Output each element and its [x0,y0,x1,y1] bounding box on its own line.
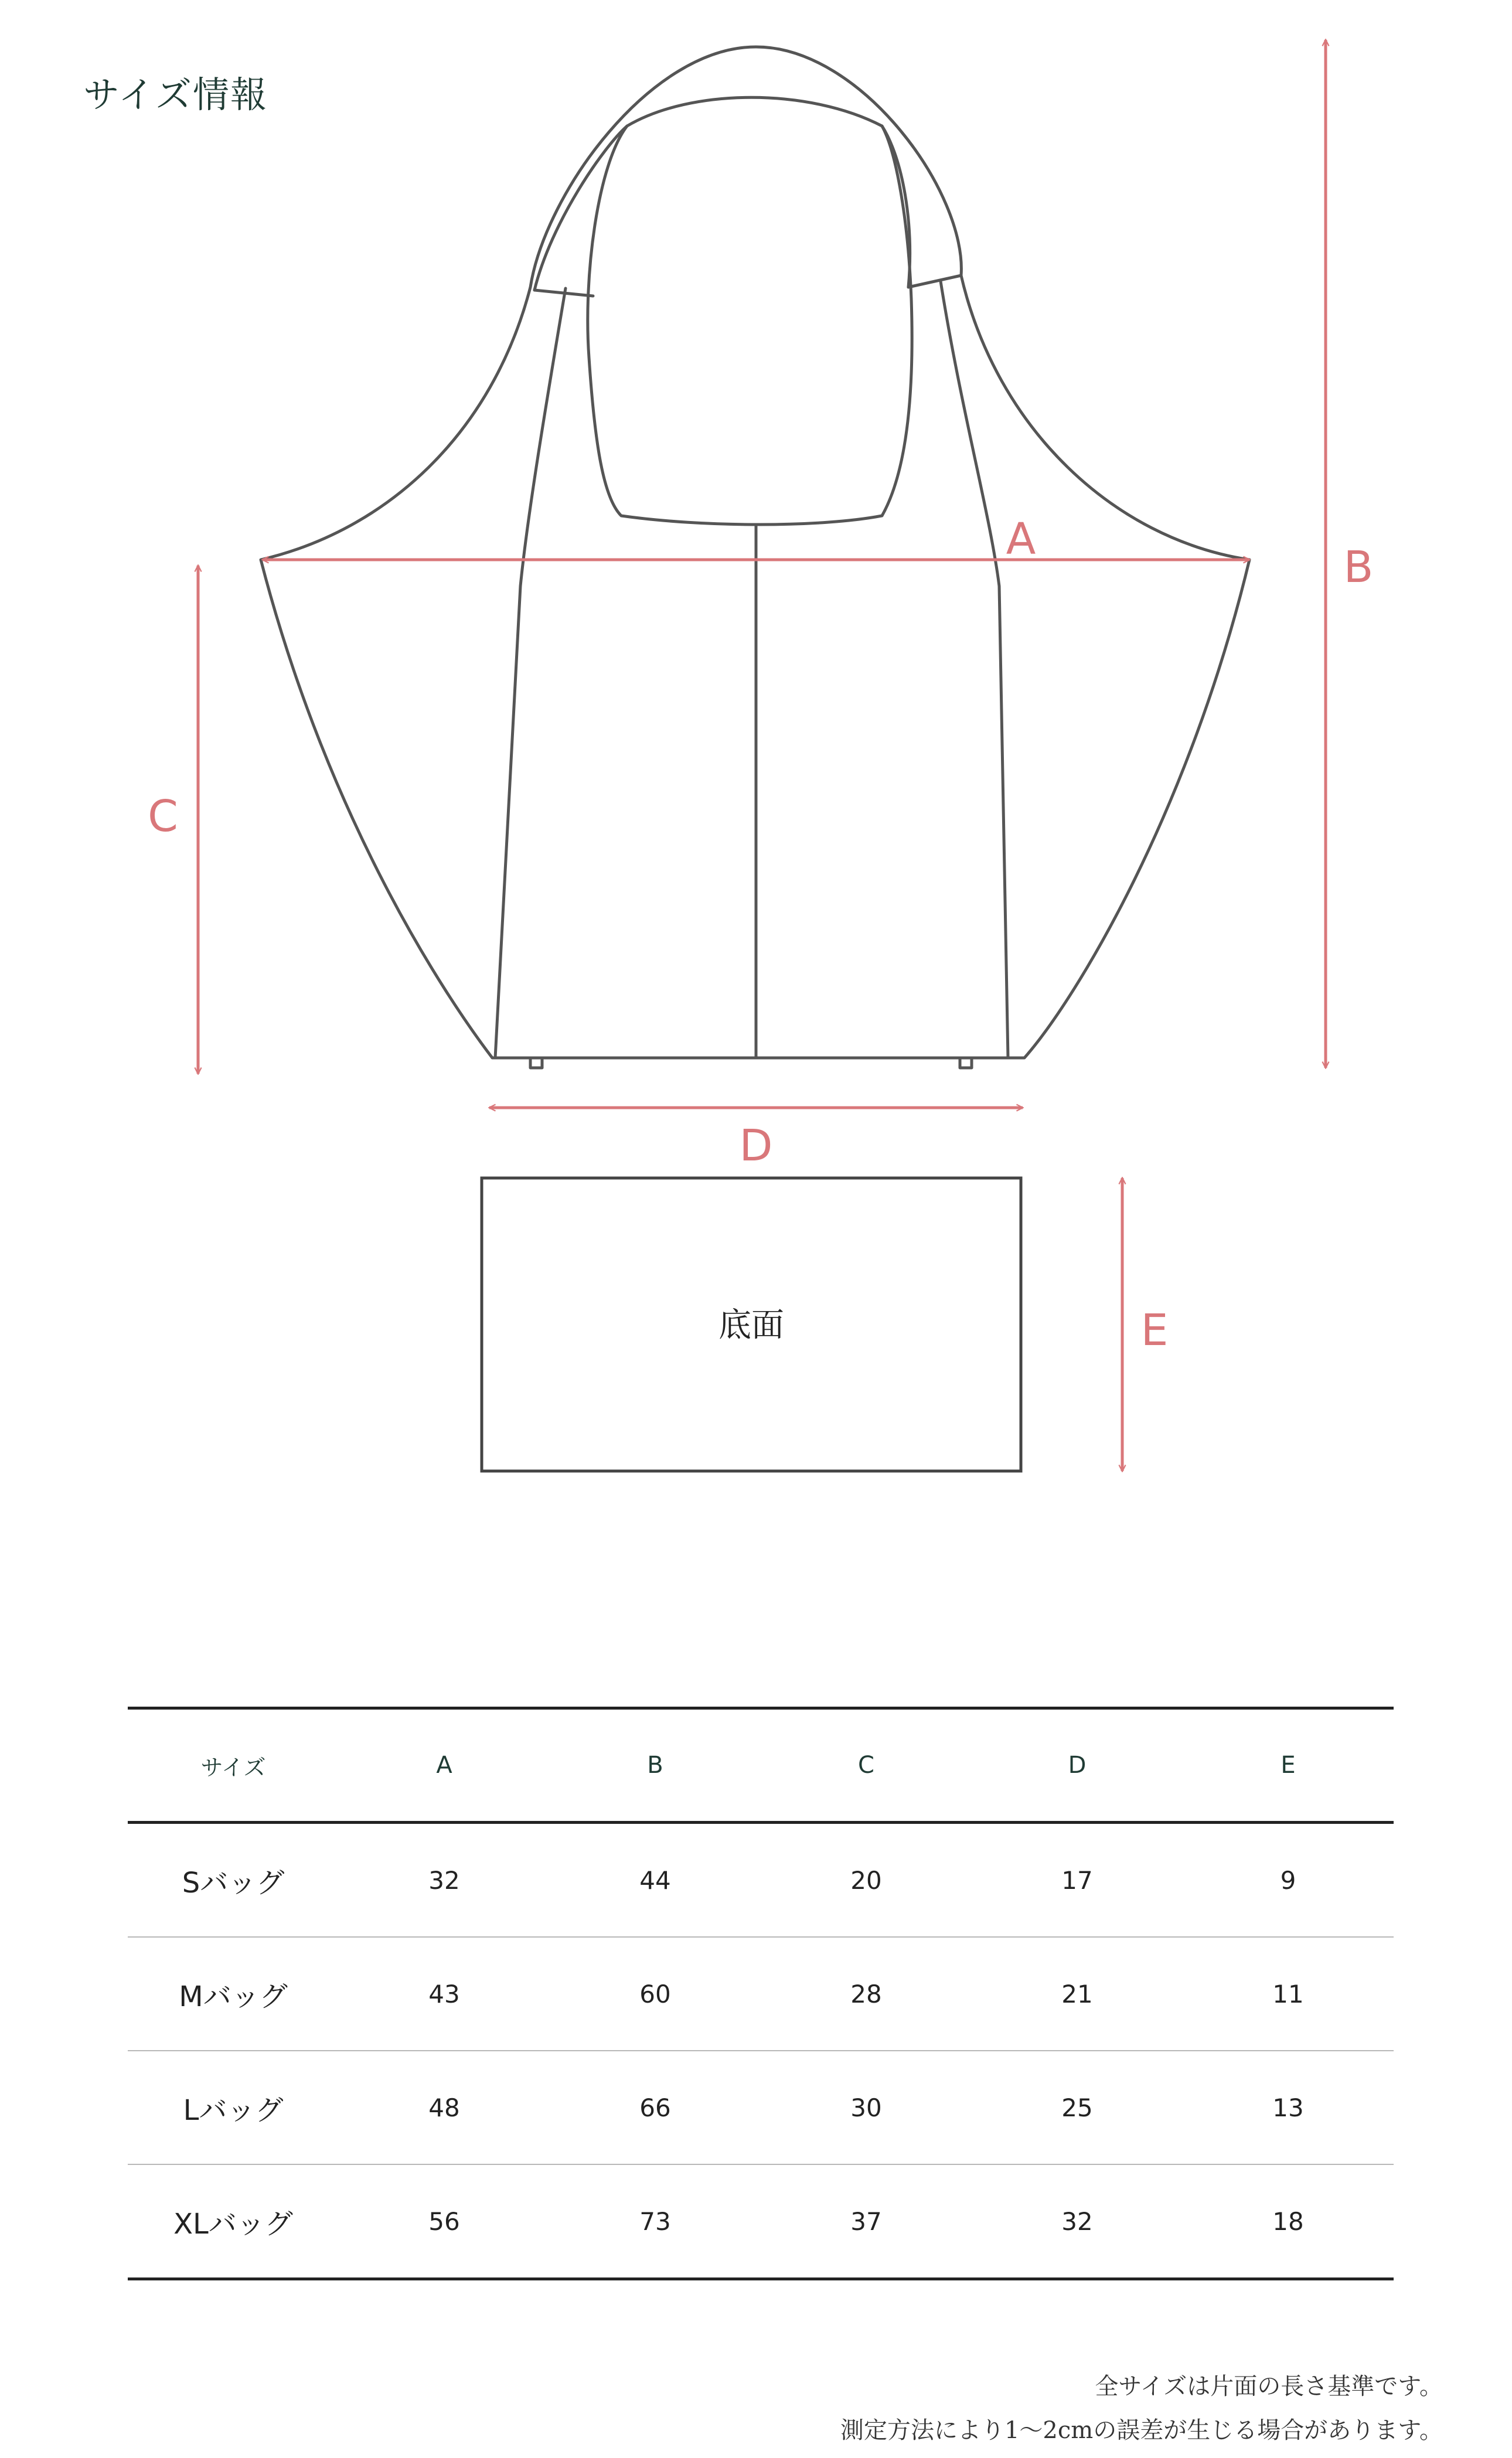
table-cell: 44 [550,1823,761,1938]
table-header-size: サイズ [128,1708,339,1823]
note-measurement-error: 測定方法により1〜2cmの誤差が生じる場合があります。 [840,2417,1443,2444]
table-cell: 43 [339,1937,550,2051]
table-cell: 30 [761,2051,972,2164]
table-cell: 18 [1272,2207,1304,2236]
table-cell: 25 [972,2051,1183,2164]
table-cell: 48 [339,2051,550,2164]
table-cell: 32 [339,1823,550,1938]
table-row-name: Sバッグ [128,1823,339,1938]
table-cell: 17 [972,1823,1183,1938]
table-row [128,1823,1394,1938]
table-header-b: B [550,1708,761,1823]
bag-bottom-label: 底面 [718,1306,784,1344]
dimension-b-label: B [1343,542,1374,593]
table-row [128,2051,1394,2164]
table-cell: 20 [761,1823,972,1938]
dimension-c-label: C [148,791,178,842]
table-header-row [128,1708,1394,1823]
table-row [128,2164,1394,2279]
table-row [128,1937,1394,2051]
table-header-c: C [761,1708,972,1823]
dimension-d-label: D [739,1121,773,1171]
page-title: サイズ情報 [83,73,268,116]
table-cell: 28 [761,1937,972,2051]
table-cell: 60 [550,1937,761,2051]
table-cell: 11 [1183,1937,1394,2051]
dimension-a-label: A [1006,514,1036,564]
note-measurement-basis: 全サイズは片面の長さ基準です。 [1095,2373,1443,2400]
table-cell: 56 [428,2207,460,2236]
table-header-d: D [972,1708,1183,1823]
table-header-a: A [339,1708,550,1823]
table-cell: 21 [972,1937,1183,2051]
dimension-lines [198,40,1326,1471]
table-cell: 32 [1061,2207,1093,2236]
table-cell: 66 [550,2051,761,2164]
bag-outline [261,47,1249,1068]
table-cell: 13 [1183,2051,1394,2164]
table-header-e: E [1183,1708,1394,1823]
table-cell: 9 [1183,1823,1394,1938]
table-cell: 73 [639,2207,671,2236]
dimension-e-label: E [1140,1305,1169,1356]
table-cell: 37 [850,2207,882,2236]
size-table [128,1707,1394,2280]
table-row-name: Mバッグ [128,1937,339,2051]
table-row-name: XLバッグ [173,2207,293,2241]
table-row-name: Lバッグ [128,2051,339,2164]
